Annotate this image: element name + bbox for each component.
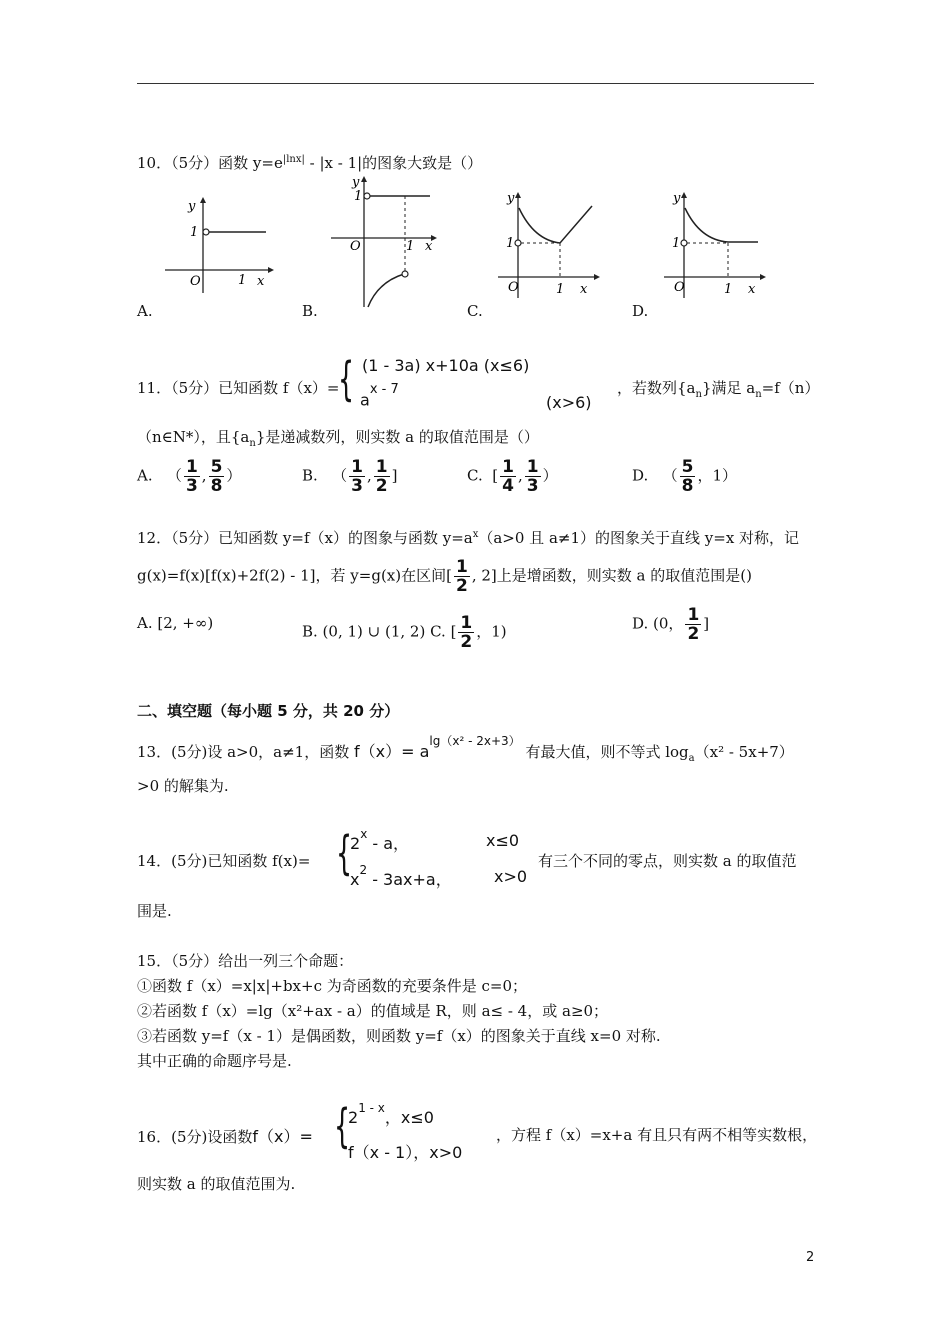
tick-1-y: 1 bbox=[354, 189, 363, 204]
q15-line5: 其中正确的命题序号是. bbox=[137, 1052, 292, 1070]
q14-case2: $x^2 - 3ax+a$， bbox=[350, 862, 452, 889]
q14-line2: 围是. bbox=[137, 902, 172, 920]
q11-option-d: D. （ $\frac{5}{8}$ ，1） bbox=[632, 457, 737, 496]
q10-stem: 10．（5分）函数 $y=e^{|lnx|} - |x - 1|$的图象大致是（） bbox=[137, 154, 483, 172]
q10-graph-a bbox=[160, 195, 275, 295]
q12-option-b-c: B. (0, 1) ∪ (1, 2) C. [ $\frac{1}{2}$ ，1) bbox=[302, 613, 507, 652]
q10-option-d: D. bbox=[632, 302, 649, 320]
y-axis-label: y bbox=[188, 199, 196, 214]
q16-suffix: ，方程 f（x）=x+a 有且只有两不相等实数根， bbox=[496, 1126, 818, 1144]
x-axis-label: x bbox=[580, 282, 588, 297]
q10-graph-d bbox=[660, 188, 775, 300]
q11-line2: （n∈N*），且$\{a_n\}$是递减数列，则实数 a 的取值范围是（） bbox=[137, 428, 539, 449]
q16-case1: 2$^{1 - x}$，x≤0 bbox=[348, 1100, 434, 1127]
q10-option-b: B. bbox=[302, 302, 318, 320]
q12-line2: g(x)=f(x)[f(x)+2f(2) - 1]，若 y=g(x)在区间[ $\frac{1}{2}$ , 2]上是增函数，则实数 a 的取值范围是() bbox=[137, 557, 752, 596]
q13-line2: >0 的解集为. bbox=[137, 777, 229, 795]
q11-option-b: B. （ $\frac{1}{3}$ , $\frac{1}{2}$ ] bbox=[302, 457, 398, 496]
section-heading: 二、填空题（每小题 5 分，共 20 分） bbox=[137, 702, 400, 720]
y-axis-label: y bbox=[673, 191, 681, 206]
tick-1-y: 1 bbox=[190, 225, 199, 240]
q16-prefix: 16．(5分)设函数f（x）= bbox=[137, 1127, 313, 1146]
q11-suffix: ，若数列$\{a_n\}$满足 $a_n=f(n)$ bbox=[617, 379, 820, 400]
q11-brace: { bbox=[338, 352, 355, 406]
q14-case1-cond: x≤0 bbox=[486, 831, 520, 850]
q14-case1: 2$^x$ - a， bbox=[350, 826, 410, 853]
q12-option-d: D. (0， $\frac{1}{2}$ ] bbox=[632, 605, 710, 644]
q15-line3: ②若函数 f（x）=lg（x²+ax - a）的值域是 R，则 a≤ - 4，或 a≥0； bbox=[137, 1002, 609, 1020]
q11-case2-cond: (x>6) bbox=[546, 393, 592, 412]
q15-line2: ①函数 f（x）=x|x|+bx+c 为奇函数的充要条件是 c=0； bbox=[137, 977, 528, 995]
q15-line1: 15．（5分）给出一列三个命题： bbox=[137, 952, 354, 970]
q12-line1: 12．（5分）已知函数 y=f（x）的图象与函数 $y=a^x(a>0$ 且 a≠1）的图象关于直线 y=x 对称，记 bbox=[137, 529, 800, 547]
q13-line1: 13．(5分)设 a>0，a≠1，函数 $f(x)= a^{lg(x^2 - 2x+3)}$ 有最大值，则不等式 $\log_a(x^2 - 5x+7)$ bbox=[137, 734, 794, 764]
x-axis-label: x bbox=[257, 274, 265, 289]
origin-label: O bbox=[674, 280, 685, 295]
y-axis-label: y bbox=[507, 191, 515, 206]
tick-1-x: 1 bbox=[556, 282, 565, 297]
q16-brace: { bbox=[334, 1099, 351, 1153]
q10-graph-b bbox=[328, 170, 443, 310]
q14-prefix: 14．(5分)已知函数 f(x)= bbox=[137, 852, 311, 870]
q11-prefix: 11．（5分）已知函数 f（x）= bbox=[137, 379, 340, 397]
tick-1-x: 1 bbox=[724, 282, 733, 297]
q11-case1: (1 - 3a) x+10a (x≤6) bbox=[362, 356, 530, 375]
q10-option-c: C. bbox=[467, 302, 483, 320]
y-axis-label: y bbox=[352, 175, 360, 190]
q11-option-a: A. （ $\frac{1}{3}$ , $\frac{5}{8}$ ） bbox=[137, 457, 242, 496]
q12-option-a: A. [2, +∞) bbox=[137, 614, 214, 632]
q14-suffix: 有三个不同的零点，则实数 a 的取值范 bbox=[538, 852, 797, 870]
tick-1-y: 1 bbox=[672, 236, 681, 251]
q10-option-a: A. bbox=[137, 302, 153, 320]
tick-1-x: 1 bbox=[238, 273, 247, 288]
x-axis-label: x bbox=[425, 239, 433, 254]
origin-label: O bbox=[350, 239, 361, 254]
page-number: 2 bbox=[806, 1250, 815, 1265]
q14-brace: { bbox=[336, 826, 353, 880]
tick-1-y: 1 bbox=[506, 236, 515, 251]
q15-line4: ③若函数 y=f（x - 1）是偶函数，则函数 y=f（x）的图象关于直线 x=0 对称. bbox=[137, 1027, 661, 1045]
header-rule bbox=[137, 83, 814, 84]
q16-case2: f（x - 1），x>0 bbox=[348, 1143, 463, 1162]
origin-label: O bbox=[190, 274, 201, 289]
tick-1-x: 1 bbox=[406, 239, 415, 254]
q11-case2: $a^{x - 7}$ bbox=[360, 382, 399, 410]
q11-option-c: C. [ $\frac{1}{4}$ , $\frac{1}{3}$ ） bbox=[467, 457, 558, 496]
origin-label: O bbox=[508, 280, 519, 295]
q10-graph-c bbox=[494, 188, 609, 300]
q14-case2-cond: x>0 bbox=[494, 867, 528, 886]
x-axis-label: x bbox=[748, 282, 756, 297]
q16-line2: 则实数 a 的取值范围为. bbox=[137, 1175, 296, 1193]
